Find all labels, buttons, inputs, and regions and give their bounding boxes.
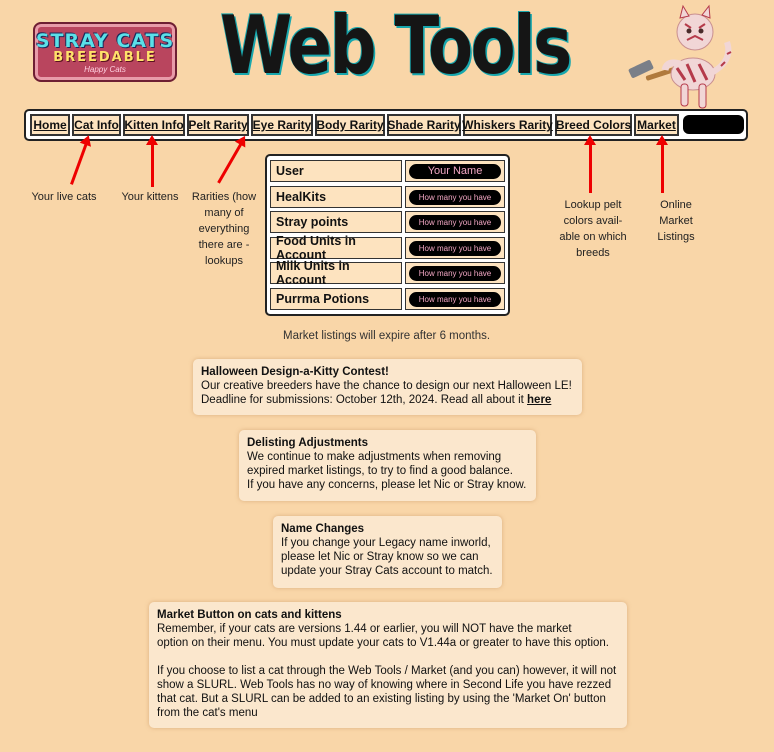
row-label-purrma-potions: Purrma Potions: [270, 288, 402, 310]
healkits-value: How many you have: [409, 190, 501, 205]
row-value-food-units: [405, 237, 505, 259]
row-label-stray-points: Stray points: [270, 211, 402, 233]
row-value-healkits: [405, 186, 505, 208]
nav-whiskers-rarity[interactable]: Whiskers Rarity: [463, 114, 552, 136]
nav-eye-rarity[interactable]: Eye Rarity: [251, 114, 313, 136]
logo-line-3: Happy Cats: [84, 64, 126, 74]
row-label-healkits: HealKits: [270, 186, 402, 208]
row-label-user: User: [270, 160, 402, 182]
arrow-rarity-icon: [217, 142, 243, 183]
arrow-kitten-info-icon: [151, 143, 154, 187]
arrow-cat-info-icon: [70, 142, 88, 184]
notice-title: Market Button on cats and kittens: [157, 609, 342, 621]
row-value-stray-points: [405, 211, 505, 233]
arrow-breed-colors-icon: [589, 143, 592, 193]
logo-line-2: BREEDABLE: [53, 49, 157, 65]
purrma-potions-value: How many you have: [409, 292, 501, 307]
notice-title: Delisting Adjustments: [247, 437, 368, 449]
nav-cat-info[interactable]: Cat Info: [72, 114, 121, 136]
cat-mascot-icon: [625, 2, 740, 112]
caption-live-cats: Your live cats: [31, 191, 97, 203]
expire-notice: Market listings will expire after 6 months.: [283, 330, 491, 342]
caption-kittens: Your kittens: [121, 191, 179, 203]
notice-title: Halloween Design-a-Kitty Contest!: [201, 366, 389, 378]
row-label-milk-units: Milk Units in Account: [270, 262, 402, 284]
stray-cats-logo: [33, 22, 177, 82]
row-value-user: [405, 160, 505, 182]
logo-line-1: STRAY CATS: [35, 29, 175, 52]
arrow-market-icon: [661, 143, 664, 193]
nav-pelt-rarity[interactable]: Pelt Rarity: [187, 114, 249, 136]
nav-body-rarity[interactable]: Body Rarity: [315, 114, 385, 136]
notice-title: Name Changes: [281, 523, 365, 535]
notice-market-button: Market Button on cats and kittens Remember, if your cats are versions 1.44 or earlier, you will NOT have the market option on their menu. You must update your cats to V1.44a or greater to have this option. If you choose to list a cat through the Web Tools / Market (and you can) however, it will not show a SLURL. Web Tools has no way of knowing where in Second Life you have rezzed that cat. But a SLURL can be added to an existing listing by using the 'Market On' button from the cat's menu: [149, 602, 627, 728]
caption-market: Online Market Listings: [657, 199, 695, 243]
row-value-purrma-potions: [405, 288, 505, 310]
caption-breed-colors: Lookup pelt colors avail- able on which breeds: [559, 199, 627, 259]
caption-rarities: Rarities (how many of everything there are - lookups: [191, 191, 257, 267]
row-label-food-units: Food Units in Account: [270, 237, 402, 259]
page-title: Web Tools: [220, 0, 570, 92]
food-units-value: How many you have: [409, 241, 501, 256]
nav-hidden-button[interactable]: [683, 115, 744, 134]
notice-delisting: Delisting Adjustments We continue to make adjustments when removing expired market listings, to try to find a good balance. If you have any concerns, please let Nic or Stray know.: [239, 430, 536, 501]
nav-home[interactable]: Home: [30, 114, 70, 136]
milk-units-value: How many you have: [409, 266, 501, 281]
nav-kitten-info[interactable]: Kitten Info: [123, 114, 185, 136]
row-value-milk-units: [405, 262, 505, 284]
nav-market[interactable]: Market: [634, 114, 679, 136]
nav-breed-colors[interactable]: Breed Colors: [555, 114, 632, 136]
stray-points-value: How many you have: [409, 215, 501, 230]
nav-shade-rarity[interactable]: Shade Rarity: [387, 114, 461, 136]
notice-name-changes: Name Changes If you change your Legacy name inworld, please let Nic or Stray know so we can update your Stray Cats account to match.: [273, 516, 502, 588]
notice-halloween: Halloween Design-a-Kitty Contest! Our creative breeders have the chance to design our next Halloween LE! Deadline for submissions: October 12th, 2024. Read all about it here: [193, 359, 582, 415]
halloween-here-link[interactable]: here: [527, 394, 552, 406]
user-name-value: Your Name: [409, 164, 501, 179]
